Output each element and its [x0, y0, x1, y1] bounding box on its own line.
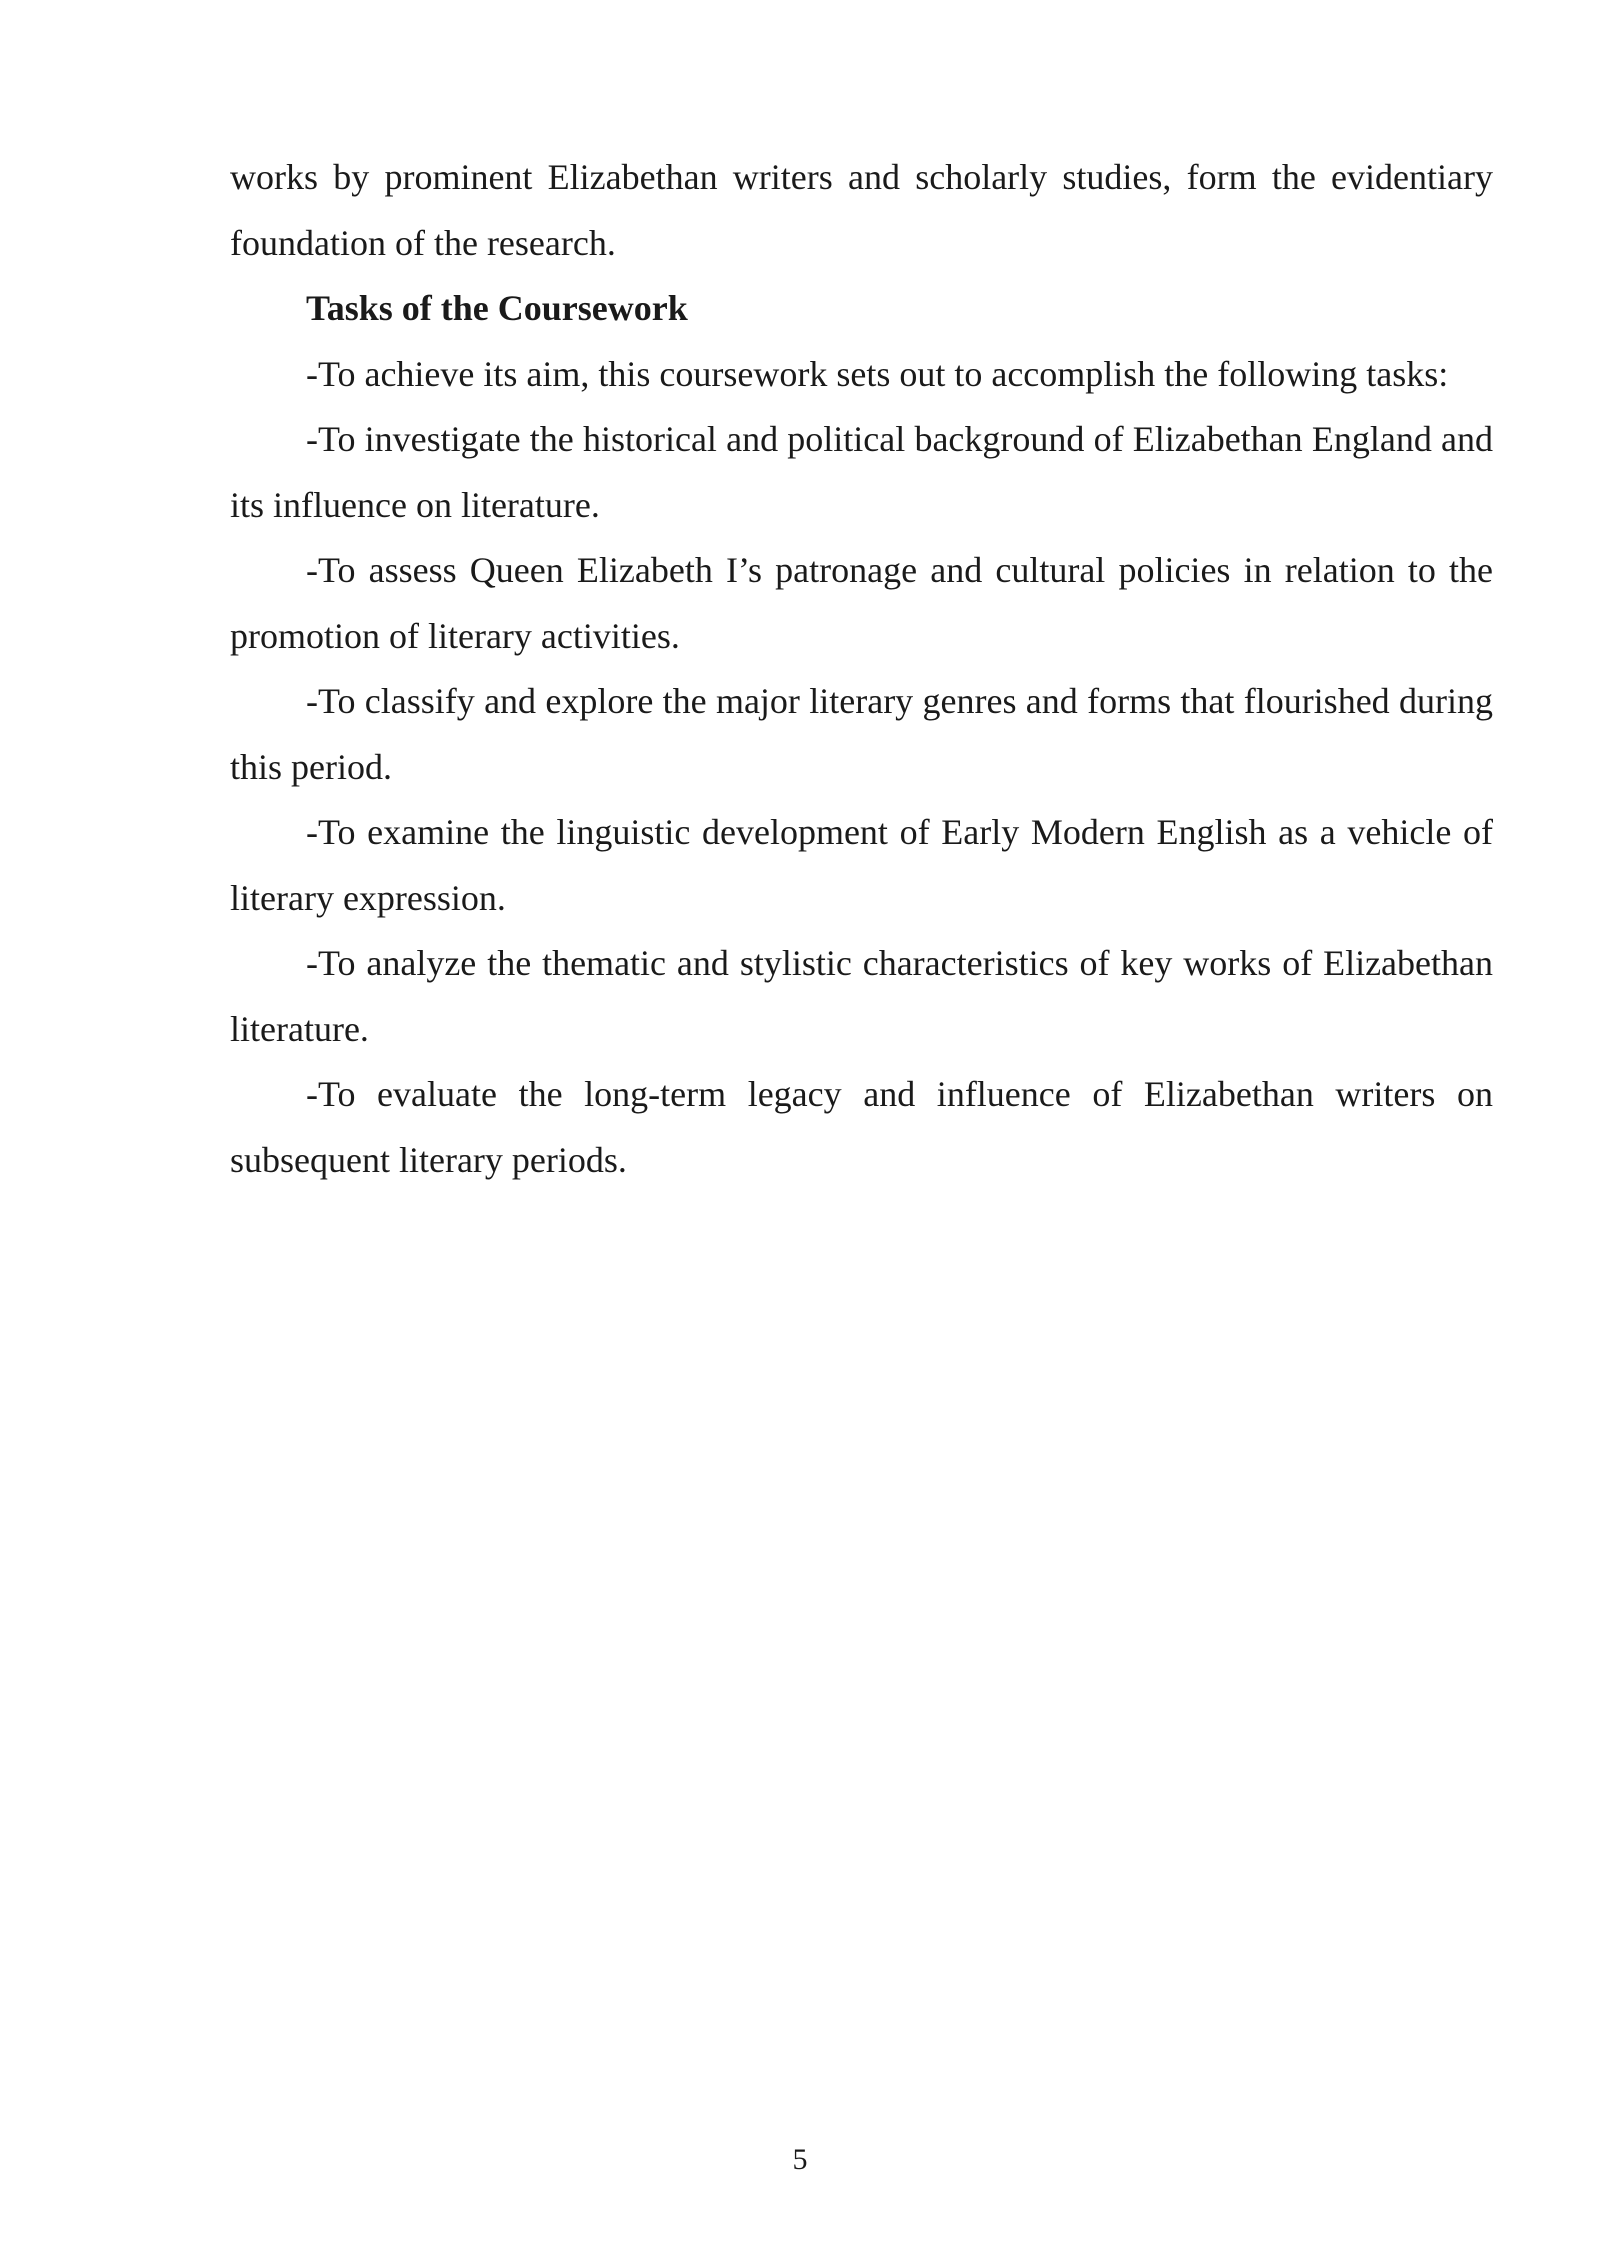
task-item: -To investigate the historical and political background of Elizabethan England and its influence on literature.: [230, 419, 1493, 525]
task-item: -To classify and explore the major literary genres and forms that flourished during this period.: [230, 681, 1493, 787]
task-item: -To examine the linguistic development of Early Modern English as a vehicle of literary expression.: [230, 812, 1493, 918]
page-number: 5: [792, 2143, 808, 2176]
body-text: [230, 145, 1493, 1193]
section-heading: Tasks of the Coursework: [306, 288, 688, 328]
task-intro: -To achieve its aim, this coursework sets out to accomplish the following tasks:: [306, 353, 1449, 394]
continuation-paragraph: works by prominent Elizabethan writers and scholarly studies, form the evidentiary foundation of the research.: [230, 157, 1493, 263]
task-item: -To evaluate the long-term legacy and influence of Elizabethan writers on subsequent literary periods.: [230, 1074, 1493, 1180]
task-item: -To analyze the thematic and stylistic characteristics of key works of Elizabethan literature.: [230, 943, 1493, 1049]
task-item: -To assess Queen Elizabeth I’s patronage and cultural policies in relation to the promotion of literary activities.: [230, 550, 1493, 656]
